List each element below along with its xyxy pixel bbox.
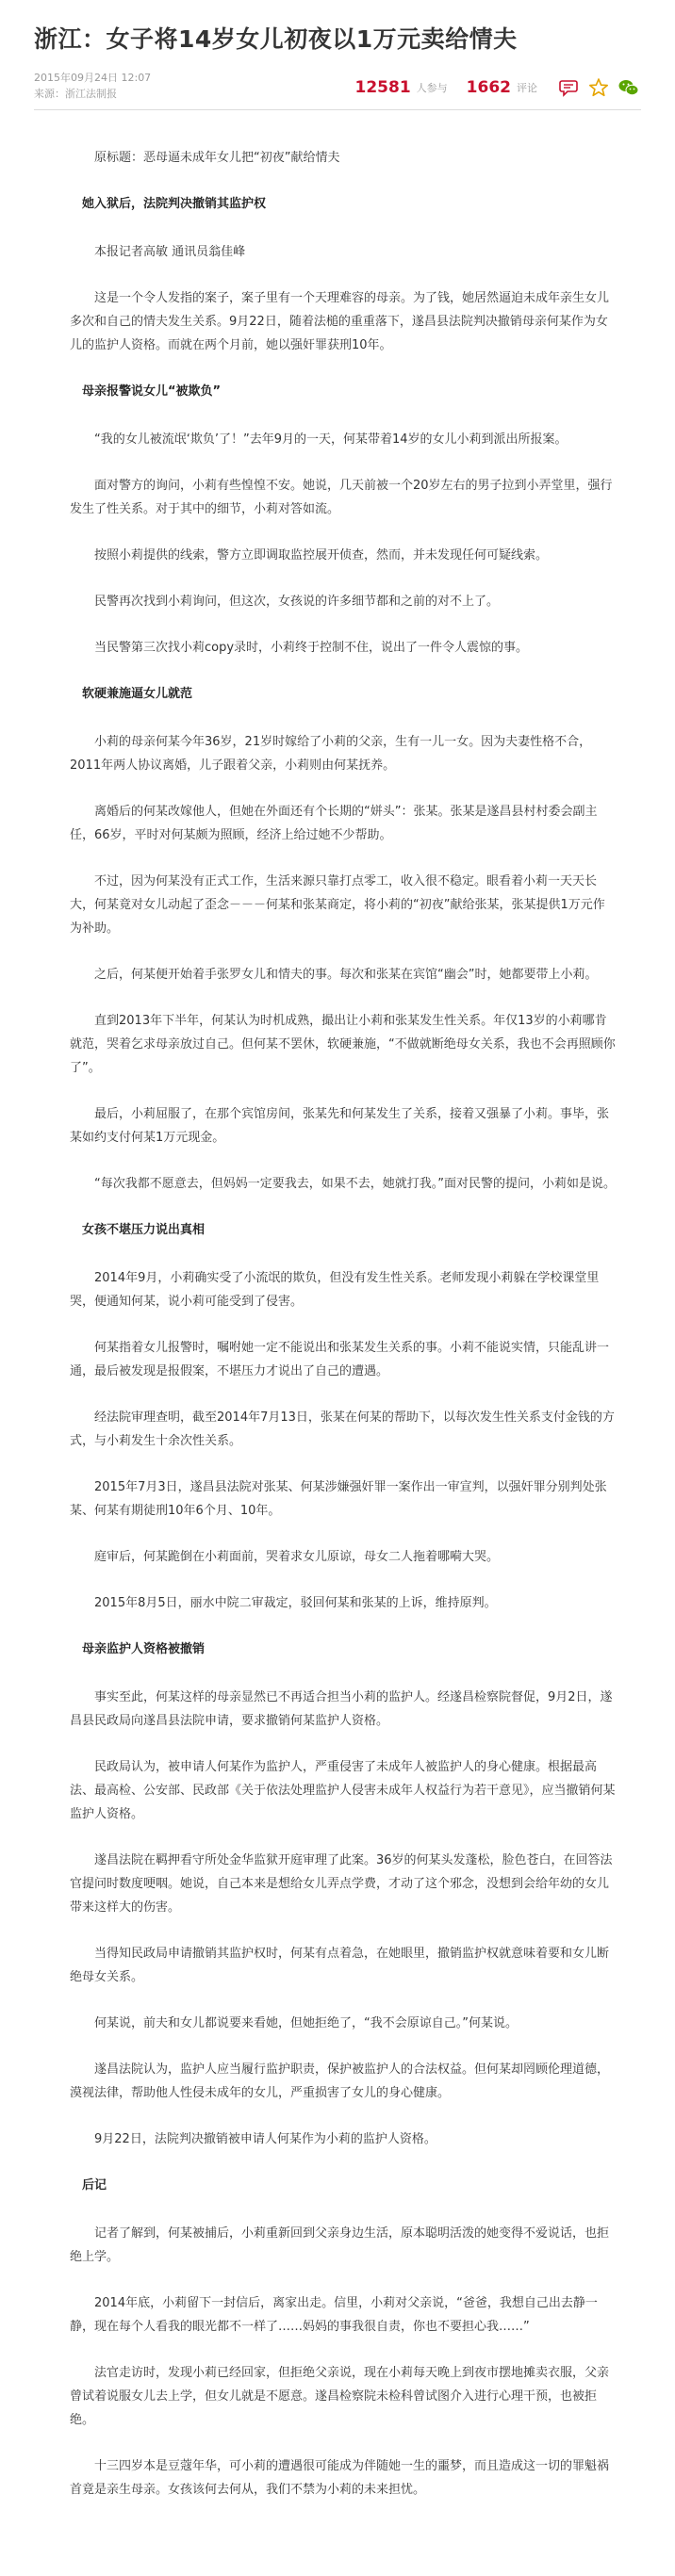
article-paragraph: “我的女儿被流氓‘欺负’了！”去年9月的一天，何某带着14岁的女儿小莉到派出所报案。: [94, 432, 568, 447]
meta-info: [34, 70, 151, 102]
section-heading: 母亲监护人资格被撤销: [82, 1642, 206, 1656]
wechat-icon[interactable]: [617, 75, 641, 100]
comments-count[interactable]: 1662: [466, 78, 511, 97]
article-paragraph: 2015年7月3日，遂昌县法院对张某、何某涉嫌强奸罪一案作出一审宣判，以强奸罪分别判处张某、何某有期徒刑10年6个月、10年。: [70, 1480, 607, 1518]
article-paragraph: 遂昌法院在羁押看守所处金华监狱开庭审理了此案。36岁的何某头发蓬松，脸色苍白，在回答法官提问时数度哽咽。她说，自己本来是想给女儿弄点学费，才动了这个邪念，没想到会给年幼的女儿带来这样大的伤害。: [70, 1853, 613, 1915]
publish-date: 2015年09月24日 12:07: [34, 72, 152, 84]
participants-count[interactable]: 12581: [354, 78, 411, 97]
meta-stats: [355, 75, 641, 100]
comment-icon[interactable]: [556, 75, 581, 100]
article-paragraph: 离婚后的何某改嫁他人，但她在外面还有个长期的“姘头”：张某。张某是遂昌县村村委会副主任，66岁，平时对何某颇为照顾，经济上给过她不少帮助。: [70, 805, 598, 842]
article-paragraph: 当民警第三次找小莉copy录时，小莉终于控制不住，说出了一件令人震惊的事。: [94, 641, 529, 655]
article-paragraph: 何某说，前夫和女儿都说要来看她，但她拒绝了，“我不会原谅自己。”何某说。: [94, 2016, 518, 2030]
article-paragraph: 遂昌法院认为，监护人应当履行监护职责，保护被监护人的合法权益。但何某却罔顾伦理道德，漠视法律，帮助他人性侵未成年的女儿，严重损害了女儿的身心健康。: [70, 2062, 610, 2100]
article-paragraph: 何某指着女儿报警时，嘱咐她一定不能说出和张某发生关系的事。小莉不能说实情，只能乱讲一通，最后被发现是报假案，不堪压力才说出了自己的遭遇。: [70, 1341, 610, 1378]
article-paragraph: 当得知民政局申请撤销其监护权时，何某有点着急，在她眼里，撤销监护权就意味着要和女儿断绝母女关系。: [70, 1947, 610, 1984]
section-heading: 软硬兼施逼女儿就范: [82, 687, 193, 701]
article-paragraph: 事实至此，何某这样的母亲显然已不再适合担当小莉的监护人。经遂昌检察院督促，9月2日，遂昌县民政局向遂昌县法院申请，要求撤销何某监护人资格。: [70, 1690, 613, 1728]
section-heading: 后记: [82, 2178, 107, 2193]
article-paragraph: 最后，小莉屈服了，在那个宾馆房间，张某先和何某发生了关系，接着又强暴了小莉。事毕，张某如约支付何某1万元现金。: [70, 1107, 610, 1145]
article-paragraph: 记者了解到，何某被捕后，小莉重新回到父亲身边生活，原本聪明活泼的她变得不爱说话，也拒绝上学。: [70, 2226, 610, 2264]
article-body: [0, 110, 675, 2502]
article-paragraph: 2015年8月5日，丽水中院二审裁定，驳回何某和张某的上诉，维持原判。: [94, 1596, 497, 1610]
comments-label: 评论: [517, 82, 537, 94]
article-paragraph: 经法院审理查明，截至2014年7月13日，张某在何某的帮助下，以每次发生性关系支付金钱的方式，与小莉发生十余次性关系。: [70, 1410, 615, 1448]
article-paragraph: 9月22日，法院判决撤销被申请人何某作为小莉的监护人资格。: [94, 2132, 436, 2146]
article-paragraph: 民政局认为，被申请人何某作为监护人，严重侵害了未成年人被监护人的身心健康。根据最高法、最高检、公安部、民政部《关于依法处理监护人侵害未成年人权益行为若干意见》，应当撤销何某监护人资格。: [70, 1760, 616, 1821]
article-paragraph: 民警再次找到小莉询问，但这次，女孩说的许多细节都和之前的对不上了。: [94, 595, 500, 609]
star-icon[interactable]: [586, 75, 611, 100]
article-paragraph: 本报记者高敏 通讯员翁佳峰: [94, 245, 246, 259]
article-paragraph: 按照小莉提供的线索，警方立即调取监控展开侦查，然而，并未发现任何可疑线索。: [94, 548, 549, 562]
article-paragraph: 2014年底，小莉留下一封信后，离家出走。信里，小莉对父亲说，“爸爸，我想自己出去静一静，现在每个人看我的眼光都不一样了……妈妈的事我很自责，你也不要担心我……”: [70, 2296, 598, 2334]
article-paragraph: 法官走访时，发现小莉已经回家，但拒绝父亲说，现在小莉每天晚上到夜市摆地摊卖衣服，父亲曾试着说服女儿去上学，但女儿就是不愿意。遂昌检察院未检科曾试图介入进行心理干预，也被拒绝。: [70, 2366, 610, 2427]
participants-label: 人参与: [416, 82, 448, 94]
article-paragraph: 2014年9月，小莉确实受了小流氓的欺负，但没有发生性关系。老师发现小莉躲在学校课堂里哭，便通知何某，说小莉可能受到了侵害。: [70, 1271, 600, 1309]
article-paragraph: 原标题：恶母逼未成年女儿把“初夜”献给情夫: [94, 151, 340, 165]
article-paragraph: 小莉的母亲何某今年36岁，21岁时嫁给了小莉的父亲，生有一儿一女。因为夫妻性格不合，2011年两人协议离婚，儿子跟着父亲，小莉则由何某抚养。: [70, 735, 592, 773]
article-paragraph: 直到2013年下半年，何某认为时机成熟，撮出让小莉和张某发生性关系。年仅13岁的小莉哪肯就范，哭着乞求母亲放过自己。但何某不罢休，软硬兼施，“不做就断绝母女关系，我也不会再照顾你了”。: [70, 1014, 616, 1075]
article-paragraph: 之后，何某便开始着手张罗女儿和情夫的事。每次和张某在宾馆“幽会”时，她都要带上小莉。: [94, 968, 598, 982]
article-paragraph: 不过，因为何某没有正式工作，生活来源只靠打点零工，收入很不稳定。眼看着小莉一天天长大，何某竟对女儿动起了歪念－－－何某和张某商定，将小莉的“初夜”献给张某，张某提供1万元作为补助。: [70, 874, 605, 936]
section-heading: 女孩不堪压力说出真相: [82, 1223, 206, 1237]
article-header: [0, 0, 675, 102]
article-paragraph: 十三四岁本是豆蔻年华，可小莉的遭遇很可能成为伴随她一生的噩梦，而且造成这一切的罪魁祸首竟是亲生母亲。女孩该何去何从，我们不禁为小莉的未来担忧。: [70, 2459, 610, 2497]
meta-row: [34, 70, 641, 102]
article-paragraph: 庭审后，何某跪倒在小莉面前，哭着求女儿原谅，母女二人拖着哪嗬大哭。: [94, 1550, 500, 1564]
section-heading: 她入狱后，法院判决撤销其监护权: [82, 197, 267, 211]
article-title: 浙江：女子将14岁女儿初夜以1万元卖给情夫: [34, 25, 518, 53]
article-paragraph: “每次我都不愿意去，但妈妈一定要我去，如果不去，她就打我。”面对民警的提问，小莉如是说。: [94, 1177, 616, 1191]
article-source: 来源：浙江法制报: [34, 88, 117, 100]
article-paragraph: 这是一个令人发指的案子，案子里有一个天理难容的母亲。为了钱，她居然逼迫未成年亲生女儿多次和自己的情夫发生关系。9月22日，随着法槌的重重落下，遂昌县法院判决撤销母亲何某作为女儿的监护人资格。而就在两个月前，她以强奸罪获刑10年。: [70, 291, 610, 352]
article-paragraph: 面对警方的询问，小莉有些惶惶不安。她说，几天前被一个20岁左右的男子拉到小弄堂里，强行发生了性关系。对于其中的细节，小莉对答如流。: [70, 479, 613, 516]
section-heading: 母亲报警说女儿“被欺负”: [82, 384, 222, 399]
